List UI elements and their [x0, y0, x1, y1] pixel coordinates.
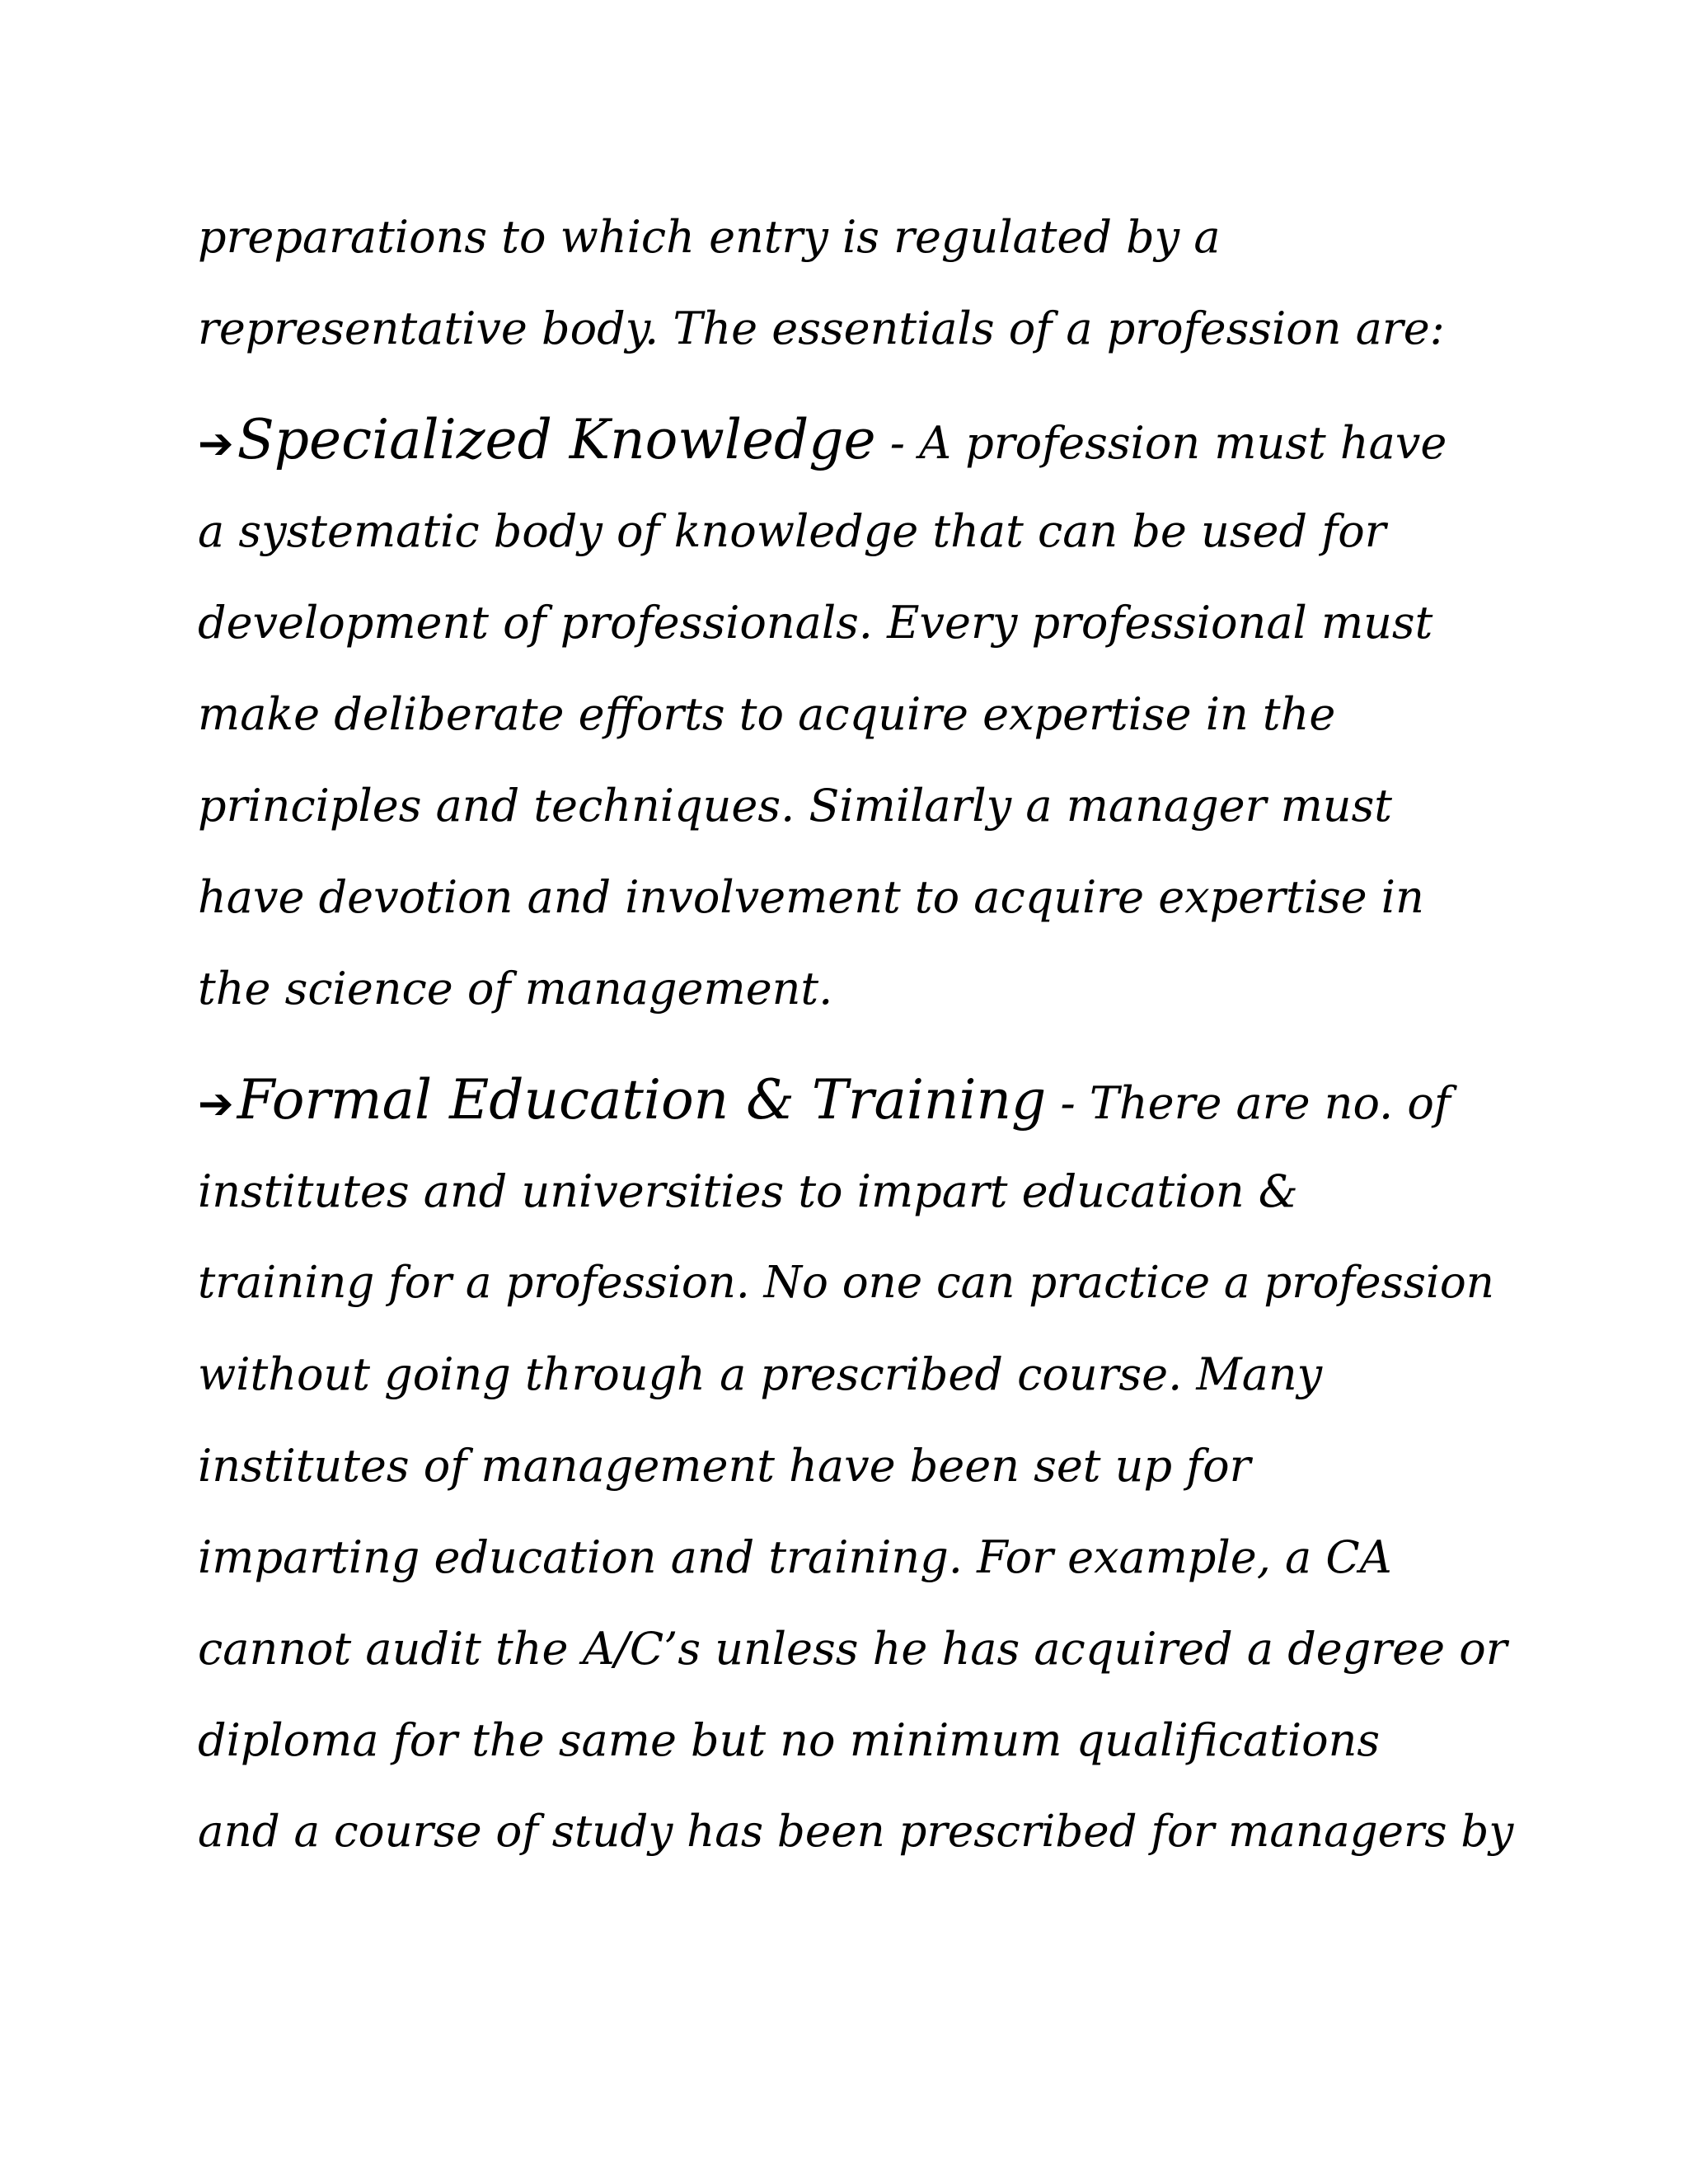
text-line: cannot audit the A/C’s unless he has acquired a degree or: [198, 1623, 1507, 1675]
text-line: imparting education and training. For example, a CA: [198, 1531, 1392, 1583]
text-line: development of professionals. Every professional must: [198, 597, 1433, 649]
text-line: and a course of study has been prescribed for managers by: [198, 1807, 1514, 1857]
section-first-line: [198, 394, 1517, 485]
section-heading: Specialized Knowledge: [237, 408, 876, 471]
section-first-line: [198, 1054, 1517, 1146]
section-specialized-knowledge: [198, 394, 1517, 1034]
section-first-line-text: - There are no. of: [1046, 1077, 1451, 1129]
text-line: the science of management.: [198, 963, 833, 1015]
section-formal-education: [198, 1054, 1517, 1877]
text-line: representative body. The essentials of a profession are:: [198, 302, 1445, 354]
text-line: principles and techniques. Similarly a manager must: [198, 780, 1392, 832]
text-line: institutes of management have been set up for: [198, 1440, 1251, 1492]
text-line: preparations to which entry is regulated by a: [198, 211, 1221, 263]
text-line: institutes and universities to impart education &: [198, 1165, 1298, 1217]
text-line: have devotion and involvement to acquire expertise in: [198, 871, 1424, 923]
intro-paragraph: [198, 191, 1517, 374]
text-line: without going through a prescribed course. Many: [198, 1348, 1323, 1400]
paragraph-gap: [198, 374, 1517, 394]
body-text: [198, 191, 1517, 1877]
text-line: make deliberate efforts to acquire expertise in the: [198, 688, 1336, 740]
paragraph-gap: [198, 1034, 1517, 1054]
section-heading: Formal Education & Training: [237, 1068, 1047, 1132]
text-line: training for a profession. No one can practice a profession: [198, 1258, 1494, 1308]
arrow-right-icon: ➔: [198, 419, 234, 469]
text-line: a systematic body of knowledge that can be used for: [198, 505, 1386, 557]
arrow-right-icon: ➔: [198, 1080, 234, 1129]
text-line: diploma for the same but no minimum qualifications: [198, 1714, 1381, 1766]
section-first-line-text: - A profession must have: [875, 417, 1447, 469]
